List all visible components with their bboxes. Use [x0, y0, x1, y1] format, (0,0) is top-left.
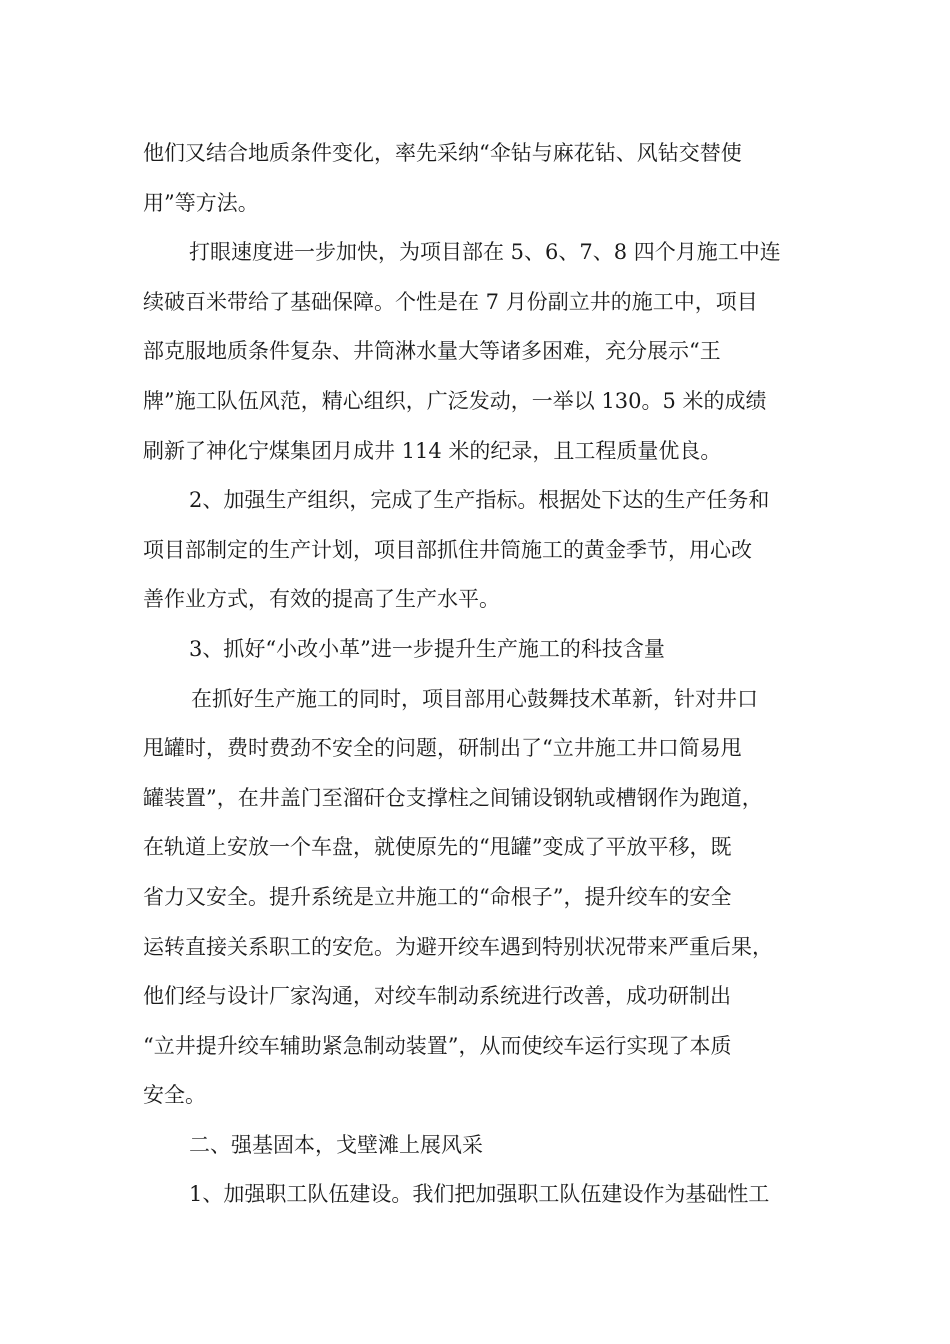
text-line: 部克服地质条件复杂、井筒淋水量大等诸多困难，充分展示“王: [143, 339, 721, 364]
text-line: 善作业方式，有效的提高了生产水平。: [143, 587, 500, 612]
text-line: 刷新了神化宁煤集团月成井 114 米的纪录，且工程质量优良。: [143, 438, 722, 463]
text-line: 他们经与设计厂家沟通，对绞车制动系统进行改善，成功研制出: [143, 984, 731, 1009]
text-line: 打眼速度进一步加快，为项目部在 5、6、7、8 四个月施工中连: [189, 240, 781, 265]
text-line: 省力又安全。提升系统是立井施工的“命根子”，提升绞车的安全: [143, 884, 732, 909]
text-line: 安全。: [143, 1083, 206, 1108]
text-line: 2、加强生产组织，完成了生产指标。根据处下达的生产任务和: [189, 488, 770, 513]
text-line: 他们又结合地质条件变化，率先采纳“伞钻与麻花钻、风钻交替使: [143, 141, 742, 165]
text-line: 1、加强职工队伍建设。我们把加强职工队伍建设作为基础性工: [189, 1182, 770, 1207]
body-text: [143, 129, 808, 1220]
text-line: 在抓好生产施工的同时，项目部用心鼓舞技术革新，针对井口: [191, 686, 758, 711]
text-line: 用”等方法。: [143, 190, 259, 215]
text-line: 3、抓好“小改小革”进一步提升生产施工的科技含量: [189, 636, 665, 661]
text-line: 罐装置”，在井盖门至溜矸仓支撑柱之间铺设钢轨或槽钢作为跑道，: [143, 785, 763, 810]
text-line: “立井提升绞车辅助紧急制动装置”，从而使绞车运行实现了本质: [143, 1033, 732, 1058]
text-line: 续破百米带给了基础保障。个性是在 7 月份副立井的施工中，项目: [143, 289, 758, 314]
text-line: 在轨道上安放一个车盘，就使原先的“甩罐”变成了平放平移，既: [143, 835, 732, 860]
text-line: 项目部制定的生产计划，项目部抓住井筒施工的黄金季节，用心改: [143, 537, 752, 562]
text-line: 甩罐时，费时费劲不安全的问题，研制出了“立井施工井口简易甩: [143, 736, 742, 761]
text-line: 牌”施工队伍风范，精心组织，广泛发动，一举以 130。5 米的成绩: [143, 388, 767, 413]
text-line: 运转直接关系职工的安危。为避开绞车遇到特别状况带来严重后果，: [143, 934, 773, 959]
text-line: 二、强基固本，戈壁滩上展风采: [189, 1132, 483, 1157]
